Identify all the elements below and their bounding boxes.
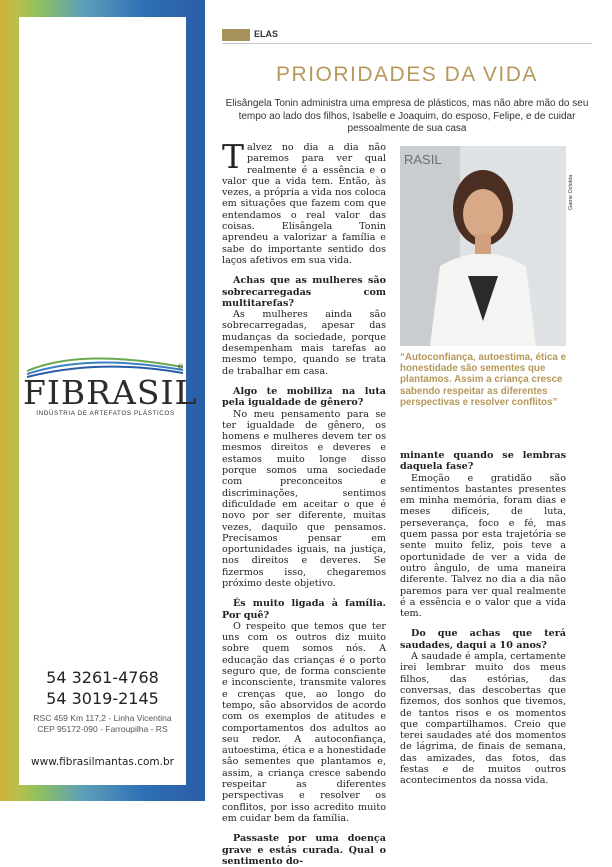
address-line-1: RSC 459 Km 117,2 - Linha Vicentina (33, 713, 172, 723)
address-line-2: CEP 95172-090 - Farroupilha - RS (37, 724, 168, 734)
article-title: PRIORIDADES DA VIDA (276, 63, 538, 86)
phone-number-2: 54 3019-2145 (46, 689, 159, 708)
answer-paragraph: A saudade é ampla, certamente irei lembrar muito dos meus filhos, das estórias, das conversas, das descobertas que fizemos, dos sonhos que tivemos, de tantos risos e os momentos que compartilhamos. Creio que terei saudades até dos momentos de lágrima, de finais de semana, das amizades, das fotos, das festas e de muitos outros acontecimentos da nossa vida. (400, 651, 566, 787)
question-heading: Algo te mobiliza na luta pela igualdade de gênero? (222, 385, 386, 409)
answer-paragraph: No meu pensamento para se ter igualdade de gênero, os homens e mulheres devem ter os mesmos direitos e deveres e estamos muito longe disso porque somos uma sociedade com preconceitos e discriminações, sentimos dificuldade em aceitar o que é novo por ser diferente, muitas vezes, daquilo que pensamos. Precisamos pensar em oportunidades iguais, na justiça, nos direitos e deveres. Se fizermos isso, chegaremos próximo deste objetivo. (222, 408, 386, 589)
registered-mark: ® (177, 363, 184, 371)
ad-panel (19, 17, 198, 785)
question-heading-continued: minante quando se lembras daquela fase? (400, 450, 566, 473)
section-label: ELAS (254, 29, 279, 39)
question-heading: Passaste por uma doença grave e estás curada. Qual o sentimento do- (222, 833, 386, 867)
svg-text:RASIL: RASIL (404, 152, 442, 167)
website-link[interactable]: www.fibrasilmantas.com.br (31, 756, 174, 768)
article-column-1 (222, 137, 386, 867)
section-marker (222, 29, 250, 41)
question-heading: Do que achas que terá saudades, daqui a 10 anos? (400, 628, 566, 651)
question-heading: Achas que as mulheres são sobrecarregadas com multitarefas? (222, 275, 386, 309)
article-column-2 (400, 450, 566, 787)
photo-credit: Game Ozlolda (568, 174, 574, 210)
article-lead: Elisângela Tonin administra uma empresa de plásticos, mas não abre mão do seu tempo ao lado dos filhos, Isabelle e Joaquim, do esposo, Felipe, e de cuidar pessoalmente de sua casa (225, 98, 589, 135)
intro-paragraph: Talvez no dia a dia não paremos para ver qual realmente é a essência e o valor que a vida tem. Então, às vezes, a própria a vida nos coloca em situações que fazem com que entendamos o real valor das coisas. Elisângela Tonin aprendeu a valorizar a família e sabe do importante sentido dos laços afetivos em sua vida. (222, 137, 386, 266)
pull-quote: “Autoconfiança, autoestima, ética e honestidade são sementes que plantamos. Assim a criança cresce sabendo respeitar as diferentes perspectivas e resolver conflitos” (400, 352, 567, 408)
section-divider (222, 43, 592, 44)
phone-number-1: 54 3261-4768 (46, 668, 159, 687)
answer-paragraph: Emoção e gratidão são sentimentos bastantes presentes em minha memória, foram dias e meses difíceis, de luta, perseverança, foco e fé, mas quem passa por esta trajetória se sente muito feliz, pois teve a oportunidade de ver a vida de outro ângulo, de uma maneira diferente. Talvez no dia a dia não paremos para ver qual realmente é a essência e o valor que a vida tem. (400, 472, 566, 620)
brand-tagline: INDÚSTRIA DE ARTEFATOS PLÁSTICOS (36, 410, 175, 417)
portrait-illustration (400, 146, 566, 346)
portrait-photo (400, 146, 566, 346)
brand-logo-text: FIBRASIL (23, 373, 198, 412)
drop-cap: T (222, 137, 245, 176)
question-heading: És muito ligada à família. Por quê? (222, 598, 386, 621)
answer-paragraph: As mulheres ainda são sobrecarregadas, apesar das mudanças da sociedade, porque desempenham mais tarefas ao mesmo tempo, quando se trata de trabalhar em casa. (222, 309, 386, 377)
answer-paragraph: O respeito que temos que ter uns com os outros diz muito sobre quem somos nós. A educação das crianças é o porto seguro que, de forma consciente e inconsciente, transmite valores e crenças que, ao longo do tempo, são absorvidos de acordo com os exemplos de atitudes e comportamentos dos adultos ao seu redor. A autoconfiança, autoestima, ética e a honestidade são sementes que plantamos e, assim, a criança cresce sabendo respeitar as diferentes perspectivas e resolver os conflitos, por isso acredito muito em cuidar bem da família. (222, 620, 386, 824)
fibrasil-advertisement (0, 0, 205, 801)
